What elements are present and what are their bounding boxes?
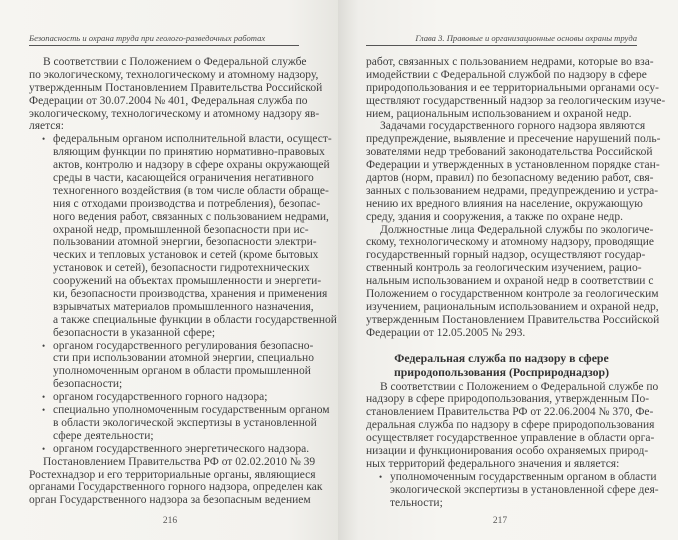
page-body (29, 56, 337, 507)
text-line: утвержденным Постановлением Правительства Российской (29, 81, 323, 94)
paragraph (366, 223, 660, 340)
text-line: взрывчатых материалов промышленного назначения, (53, 300, 314, 313)
text-line: зователями недр требований законодательства Российской (366, 146, 653, 159)
text-line: низации и функционирования особо охраняемых природ- (366, 445, 649, 458)
text-line: сфере деятельности; (53, 429, 154, 442)
text-line: ных территорий федерального значения и является: (366, 457, 620, 470)
list-item (29, 404, 330, 443)
paragraph (366, 380, 659, 471)
text-line: техногенного воздействия (в том числе области обраще- (53, 184, 329, 197)
text-line: Задачами государственного горного надзора являются (380, 120, 646, 133)
text-line: Федерации от 12.05.2005 № 293. (366, 326, 526, 339)
text-line: сооружений на объектах промышленности и энергети- (53, 275, 322, 288)
text-line: органом государственного регулирования безопасно- (53, 339, 314, 352)
text-line: надзору в сфере природопользования, утвержденным По- (366, 393, 650, 406)
text-line: среду, здания и сооружения, а также по охране недр. (366, 210, 624, 223)
text-line: государственный горный надзор, осуществляют государ- (366, 249, 646, 262)
paragraph (29, 56, 323, 133)
text-line: утвержденным Постановлением Правительства Российской (366, 313, 660, 326)
text-line: осуществляет государственное управление в области орга- (366, 432, 655, 445)
text-line: вляющим функции по принятию нормативно-правовых (53, 146, 325, 159)
text-line: актов, контролю и надзору в сфере охраны окружающей (53, 159, 330, 172)
bullet-icon: • (379, 471, 383, 482)
text-line: ществляют государственный надзор за геологическим изуче- (366, 94, 666, 107)
text-line: среды в части, касающейся ограничения негативного (53, 172, 314, 185)
text-line: предупреждение, выявление и пресечение нарушений поль- (366, 133, 661, 146)
page-number: 216 (162, 516, 178, 526)
text-line: экологической экспертизы в установленной сфере дея- (390, 483, 659, 496)
list-item (29, 339, 314, 392)
section-heading (366, 351, 637, 379)
text-line: ния с отходами производства и потребления), безопас- (53, 197, 321, 210)
right-page (338, 0, 678, 540)
text-line: Ростехнадзор и его территориальные органы, являющиеся (29, 468, 316, 481)
text-line: уполномоченным государственным органом в области (390, 470, 657, 483)
text-line: ческих и тепловых установок и сетей (кроме бытовых (53, 249, 319, 262)
text-line: Федеральная служба по надзору в сфере (394, 350, 609, 365)
bullet-icon: • (42, 392, 46, 403)
text-line: Федерации от 30.07.2004 № 401, Федеральная служба по (29, 94, 308, 107)
paragraph (29, 455, 323, 508)
text-line: Должностные лица Федеральной службы по экологиче- (380, 223, 654, 236)
text-line: установок и сетей), безопасности гидротехнических (53, 262, 310, 275)
list-item (29, 442, 310, 456)
text-line: Федерации и утвержденных в установленном порядке стан- (366, 159, 660, 172)
text-line: нальным использованием и охраной недр в соответствии с (366, 275, 654, 288)
text-line: органом государственного горного надзора; (53, 391, 268, 404)
text-line: ляется: (29, 120, 64, 133)
text-line: нием, рациональным использованием и охраной недр. (366, 107, 632, 120)
bullet-icon: • (42, 134, 46, 145)
text-line: ки, безопасности производства, хранения и применения (53, 288, 328, 301)
text-line: занных с пользованием недрами, предупреждению и устра- (366, 184, 659, 197)
text-line: природопользования (Росприроднадзор) (393, 364, 610, 379)
running-header: Безопасность и охрана труда при геолого-разведочных работах (29, 33, 299, 46)
list-item (29, 391, 299, 404)
text-line: нению их вредного влияния на население, окружающую (366, 197, 643, 210)
text-line: ственный контроль за геологическим изучением, рацио- (366, 262, 642, 275)
text-line: безопасности в указанной сфере; (53, 326, 216, 339)
text-line: по экологическому, технологическому и атомному надзору, (29, 68, 319, 81)
bullet-icon: • (42, 443, 46, 454)
text-line: скому, технологическому и атомному надзору, проводящие (366, 236, 655, 249)
text-line: изучением, рациональным использованием и охраной недр, (366, 300, 659, 313)
text-line: тельности; (390, 496, 443, 509)
text-line: Постановлением Правительства РФ от 02.02.2010 № 39 (43, 455, 316, 468)
text-line: уполномоченным органом в области промышленной (53, 365, 311, 378)
text-line: охраной недр, промышленной безопасности при ис- (53, 223, 309, 236)
text-line: дартов (норм, правил) по безопасному ведению работ, свя- (366, 172, 654, 185)
bullet-icon: • (42, 340, 46, 351)
text-line: органами Государственного горного надзора, определен как (29, 481, 323, 494)
running-header: Глава 3. Правовые и организационные основы охраны труда (366, 33, 637, 46)
text-line: органом государственного энергетического надзора. (53, 442, 310, 455)
text-line: природопользования и ее территориальными органами осу- (366, 81, 659, 94)
text-line: в области экологической экспертизы в установленной (53, 416, 317, 429)
paragraph (366, 120, 661, 223)
text-line: безопасности; (53, 378, 123, 391)
list-item (29, 133, 337, 339)
page-number: 217 (492, 516, 508, 526)
text-line: федеральным органом исполнительной власти, осущест- (53, 133, 332, 146)
text-line: деральная служба по надзору в сфере природопользования (366, 419, 655, 432)
text-line: имодействии с Федеральной службой по надзору в сфере (366, 68, 647, 81)
text-line: сти при использовании атомной энергии, специально (53, 352, 314, 365)
list-item (366, 470, 659, 510)
text-line: ного ведения работ, связанных с пользованием недрами, (53, 210, 329, 223)
text-line: специально уполномоченным государственным органом (53, 404, 330, 417)
page-body (366, 56, 666, 510)
text-line: работ, связанных с пользованием недрами, которые во вза- (366, 56, 654, 68)
text-line: орган Государственного надзора за безопасным ведением (29, 494, 311, 507)
text-line: В соответствии с Положением о Федеральной службе по (380, 380, 659, 393)
text-line: В соответствии с Положением о Федеральной службе (43, 56, 307, 68)
text-line: а также специальные функции в области государственной (53, 313, 337, 326)
text-line: становлением Правительства РФ от 22.06.2004 № 370, Фе- (366, 406, 654, 419)
paragraph (366, 56, 666, 120)
left-page (0, 0, 338, 540)
text-line: экологическому, технологическому и атомному надзору яв- (29, 107, 320, 120)
bullet-icon: • (42, 405, 46, 416)
text-line: пользовании атомной энергии, безопасности электри- (53, 236, 317, 249)
text-line: Положением о государственном контроле за геологическим (366, 288, 659, 301)
